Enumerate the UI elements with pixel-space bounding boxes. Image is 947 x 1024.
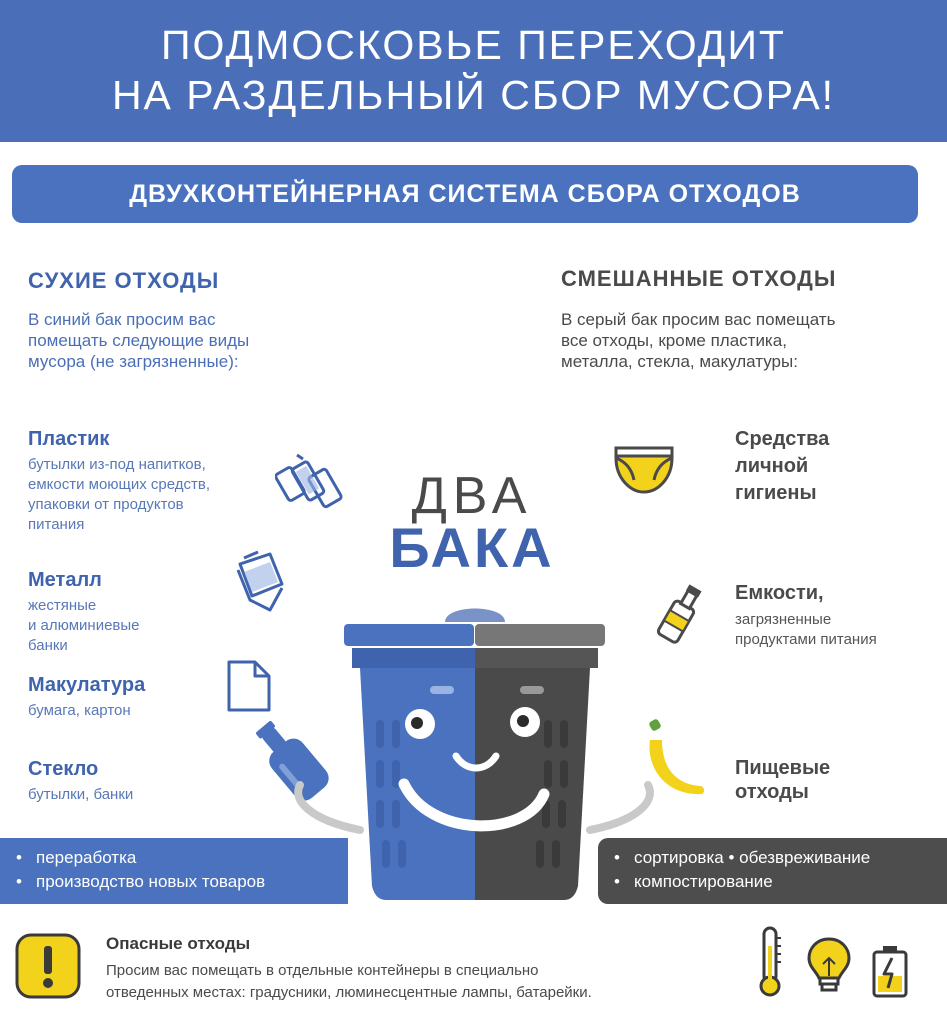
category-desc-line: продуктами питания [735, 631, 877, 648]
category-desc-line: загрязненные [735, 611, 832, 628]
lamp-icon [806, 936, 852, 996]
category-title: Металл [28, 569, 102, 591]
category-desc-line: банки [28, 637, 68, 654]
category-title-line: Пищевые [735, 757, 831, 779]
category-metal [28, 569, 140, 656]
category-desc-line: емкости моющих средств, [28, 476, 211, 493]
mixed-waste-desc [561, 309, 835, 372]
mixed-desc-line: все отходы, кроме пластика, [561, 331, 787, 350]
category-title: Макулатура [28, 674, 146, 696]
category-title-line: Средства [735, 428, 830, 450]
category-desc-line: бумага, картон [28, 702, 131, 719]
mixed-desc-line: В серый бак просим вас помещать [561, 310, 836, 329]
warning-icon [14, 932, 82, 1000]
dry-waste-title: СУХИЕ ОТХОДЫ [28, 268, 220, 293]
recycling-banner [0, 838, 348, 904]
category-hygiene [735, 426, 829, 507]
banner-item: • производство новых товаров [16, 872, 266, 891]
dry-desc-line: мусора (не загрязненные): [28, 352, 239, 371]
banner-item: • компостирование [614, 872, 773, 891]
category-title-line: личной [735, 455, 809, 477]
category-desc-line: жестяные [28, 597, 97, 614]
battery-icon [870, 944, 910, 998]
category-title: Пластик [28, 428, 110, 450]
dry-desc-line: помещать следующие виды [28, 331, 250, 350]
banner-item: • сортировка • обезвреживание [614, 848, 871, 867]
bottles-icon [275, 445, 350, 520]
dry-waste-desc [28, 309, 249, 372]
category-desc-line: питания [28, 516, 85, 533]
category-title: Емкости, [735, 582, 824, 604]
page-header [0, 0, 947, 142]
center-title-top: ДВА [411, 467, 533, 525]
subtitle-bar: ДВУХКОНТЕЙНЕРНАЯ СИСТЕМА СБОРА ОТХОДОВ [12, 165, 918, 223]
category-desc-line: и алюминиевые [28, 617, 140, 634]
hazard-title: Опасные отходы [106, 934, 251, 953]
category-plastic [28, 428, 210, 535]
hazard-desc-line: Просим вас помещать в отдельные контейнеры в специально [106, 962, 539, 979]
banner-item: • переработка [16, 848, 137, 867]
center-title-bottom: БАКА [389, 516, 555, 579]
category-paper [28, 674, 145, 721]
dirty-bottle-icon [652, 582, 710, 644]
hazard-desc-line: отведенных местах: градусники, люминесцентные лампы, батарейки. [106, 984, 592, 1001]
category-title-line: отходы [735, 781, 809, 803]
thermometer-icon [755, 926, 785, 998]
page-title-line1: ПОДМОСКОВЬЕ ПЕРЕХОДИТ [161, 22, 786, 68]
page-title-line2: НА РАЗДЕЛЬНЫЙ СБОР МУСОРА! [111, 72, 836, 118]
diaper-icon [612, 442, 677, 497]
category-food [735, 756, 830, 804]
dry-desc-line: В синий бак просим вас [28, 310, 216, 329]
category-glass [28, 758, 133, 805]
can-icon [230, 550, 290, 615]
processing-banner [598, 838, 947, 904]
hazard-desc [106, 960, 592, 1004]
paper-icon [225, 660, 273, 712]
category-desc-line: бутылки из-под напитков, [28, 456, 206, 473]
category-containers [735, 580, 877, 650]
mixed-desc-line: металла, стекла, макулатуры: [561, 352, 798, 371]
category-desc-line: бутылки, банки [28, 786, 134, 803]
category-title-line: гигиены [735, 482, 817, 504]
mixed-waste-title: СМЕШАННЫЕ ОТХОДЫ [561, 266, 837, 291]
category-title: Стекло [28, 758, 99, 780]
category-desc-line: упаковки от продуктов [28, 496, 184, 513]
